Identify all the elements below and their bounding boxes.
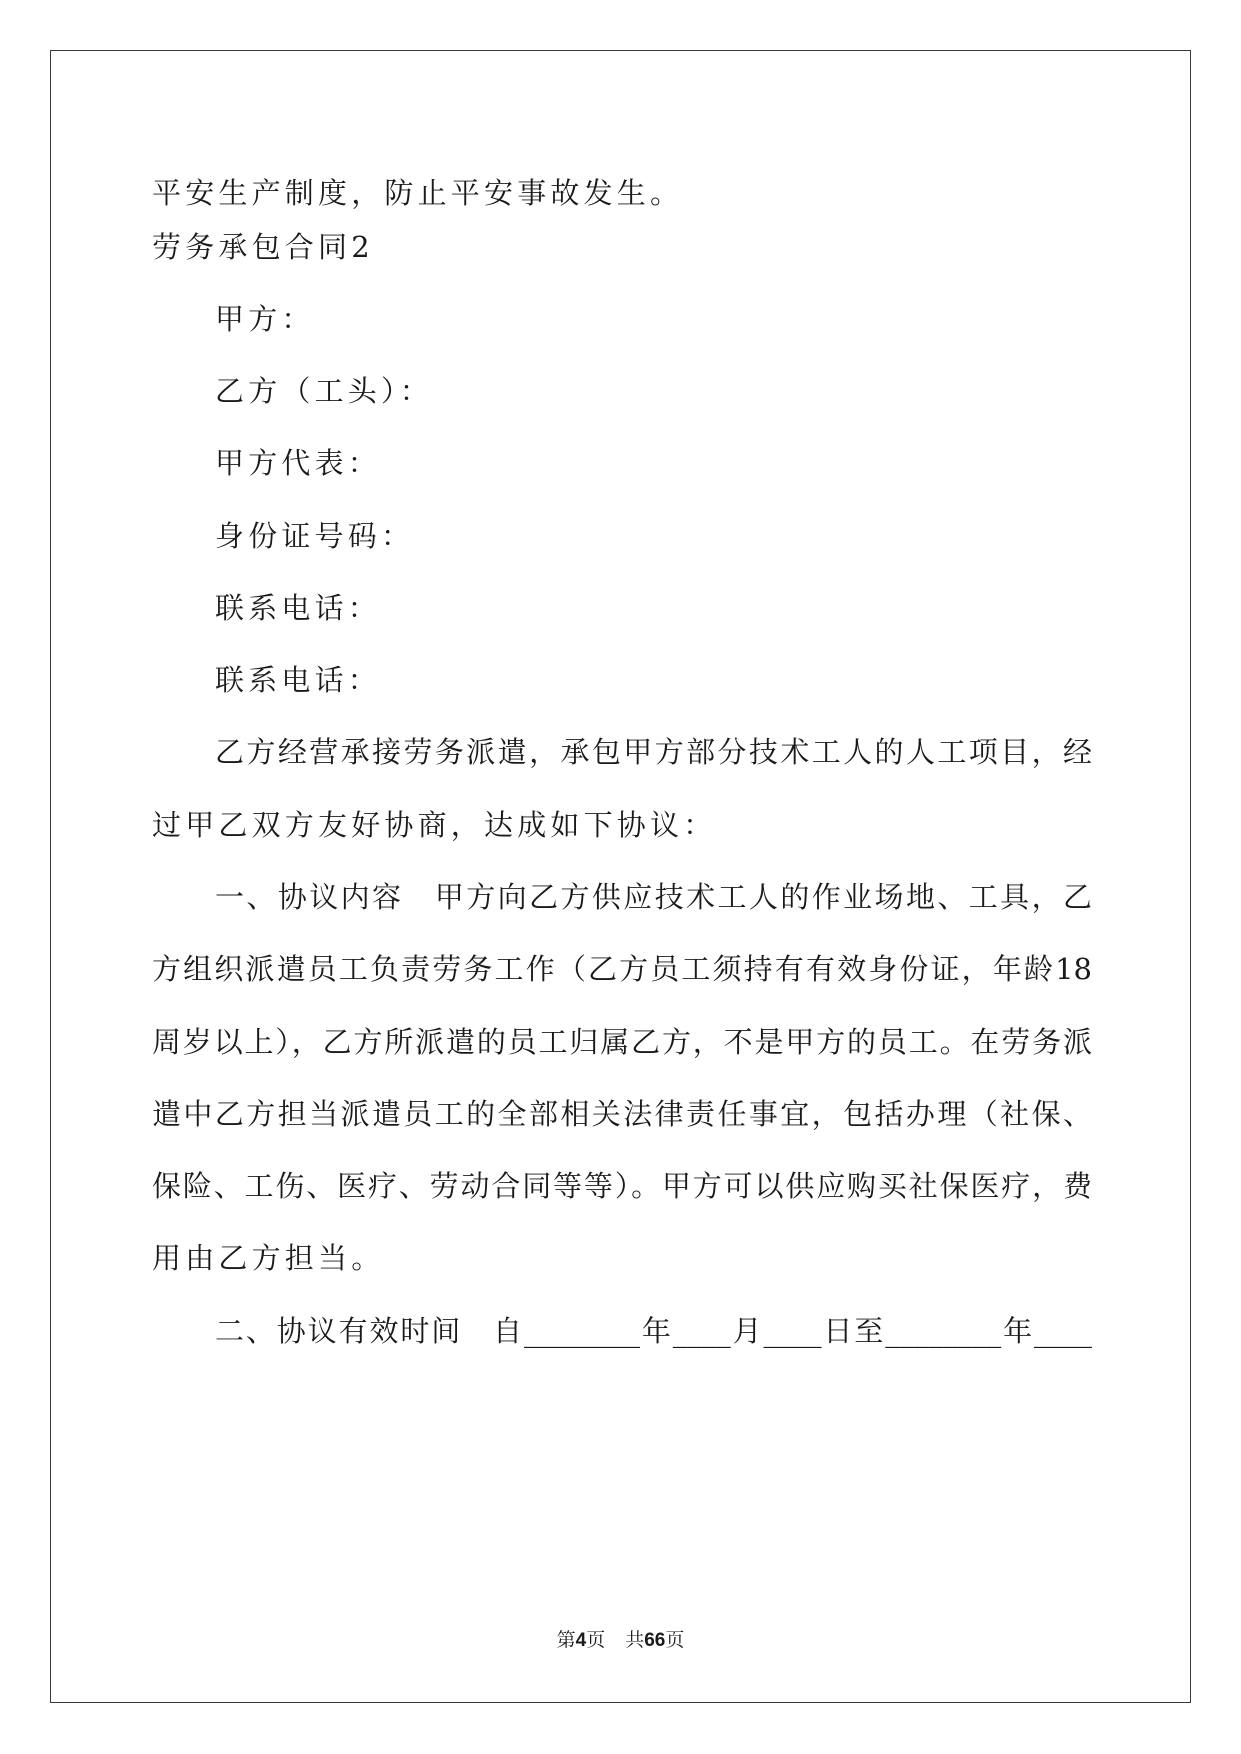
field-party-b: 乙方（工头）： (215, 374, 433, 408)
total-pages: 66 (644, 1630, 666, 1651)
page-footer (0, 1628, 1241, 1653)
text-line: 保险、工伤、医疗、劳动合同等等）。甲方可以供应购买社保医疗，费 (152, 1169, 1092, 1203)
text-line: 平安生产制度，防止平安事故发生。 (152, 176, 684, 210)
footer-total-prefix: 共 (625, 1629, 645, 1651)
text-line: 用由乙方担当。 (152, 1241, 385, 1275)
text-line: 周岁以上），乙方所派遣的员工归属乙方，不是甲方的员工。在劳务派 (152, 1025, 1092, 1059)
text-line: 遣中乙方担当派遣员工的全部相关法律责任事宜，包括办理（社保、 (152, 1097, 1092, 1131)
field-id-number: 身份证号码： (215, 519, 415, 553)
text-line: 一、协议内容 甲方向乙方供应技术工人的作业场地、工具，乙 (215, 880, 1092, 914)
text-line: 过甲乙双方友好协商，达成如下协议： (152, 808, 717, 842)
section-heading: 劳务承包合同2 (152, 230, 374, 264)
text-line: 乙方经营承接劳务派遣，承包甲方部分技术工人的人工项目，经 (215, 735, 1092, 769)
field-phone: 联系电话： (215, 591, 382, 625)
text-line: 二、协议有效时间 自________年____月____日至________年____ (215, 1314, 1092, 1348)
page-number: 4 (575, 1630, 587, 1651)
footer-page-suffix: 页 (586, 1629, 606, 1651)
field-phone: 联系电话： (215, 663, 382, 697)
footer-prefix: 第 (556, 1629, 576, 1651)
footer-total-suffix: 页 (665, 1629, 685, 1651)
text-line: 方组织派遣员工负责劳务工作（乙方员工须持有有效身份证，年龄18 (152, 952, 1092, 986)
field-party-a: 甲方： (215, 302, 315, 336)
field-party-a-representative: 甲方代表： (215, 446, 382, 480)
